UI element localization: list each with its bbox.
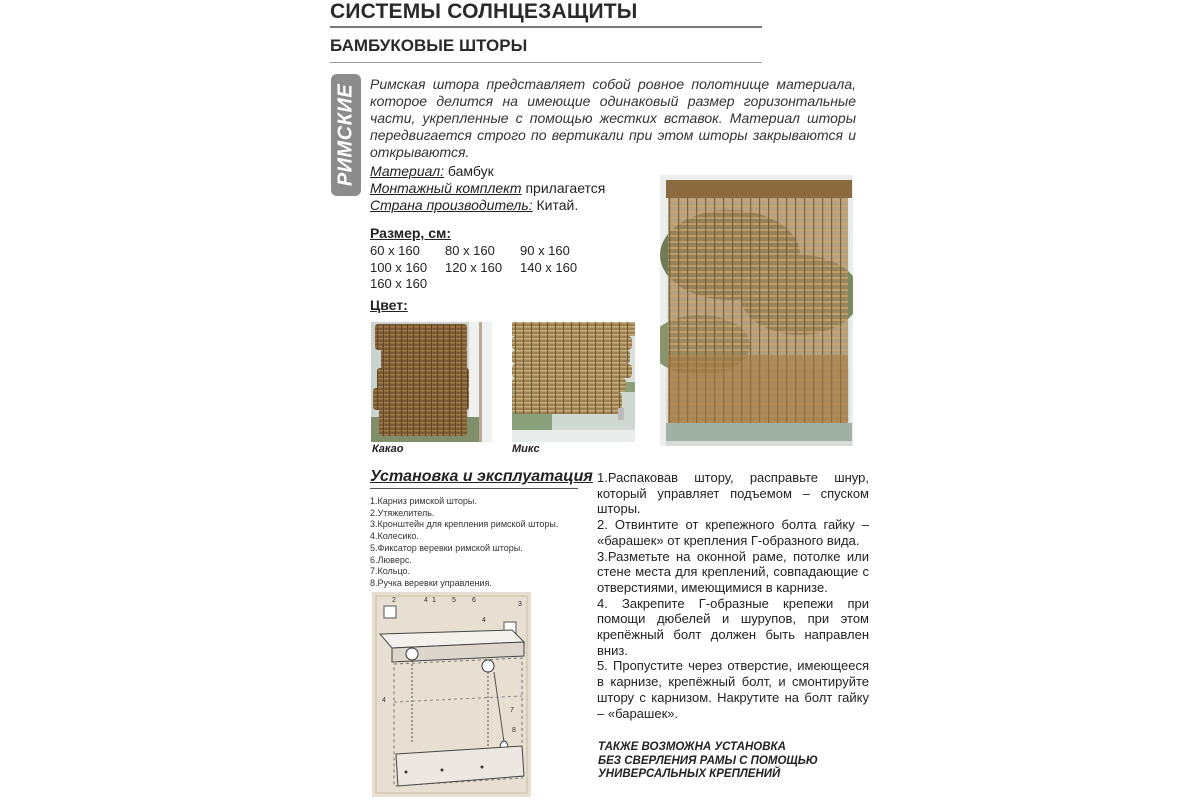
spec-value: бамбук — [444, 163, 494, 179]
size-option: 80 x 160 — [445, 243, 495, 258]
page-title: СИСТЕМЫ СОЛНЦЕЗАЩИТЫ — [330, 0, 638, 23]
diagram-number: 7 — [510, 707, 514, 714]
size-row — [370, 276, 595, 293]
installation-step: 4. Закрепите Г-образные крепежи при помощи дюбелей и шурупов, при этом крепёжный болт должен быть направлен вниз. — [597, 595, 869, 658]
installation-step: 5. Пропустите через отверстие, имеющееся в карнизе, крепёжный болт, и смонтируйте штору с карнизом. Накрутите на болт гайку – «барашек». — [597, 658, 869, 721]
diagram-number: 3 — [518, 601, 522, 608]
color-label-cocoa: Какао — [372, 443, 404, 455]
color-heading: Цвет: — [370, 297, 408, 313]
diagram-number: 4 — [424, 597, 428, 604]
parts-list-item: 1.Карниз римской шторы. — [370, 496, 477, 506]
install-heading-rule — [370, 488, 578, 489]
parts-list-item: 2.Утяжелитель. — [370, 507, 435, 518]
spec-key: Монтажный комплект — [370, 180, 522, 196]
spec-value: прилагается — [521, 180, 606, 196]
install-heading: Установка и эксплуатация — [370, 468, 593, 485]
size-option: 140 x 160 — [520, 259, 578, 275]
installation-step: 1.Распаковав штору, расправьте шнур, который управляет подъемом – спуском шторы. — [597, 470, 869, 517]
size-option: 100 x 160 — [370, 259, 428, 275]
size-option: 90 x 160 — [520, 243, 570, 258]
diagram-number: 4 — [382, 697, 386, 704]
installation-steps — [597, 470, 869, 721]
size-heading: Размер, см: — [370, 225, 451, 241]
spec-country — [370, 197, 578, 214]
spec-value: Китай. — [532, 197, 579, 213]
color-photo-mix — [512, 322, 635, 442]
size-row — [370, 243, 595, 260]
color-label-mix: Микс — [512, 443, 540, 455]
diagram-number: 1 — [432, 597, 436, 604]
spec-material — [370, 163, 494, 180]
size-option: 160 x 160 — [370, 276, 428, 291]
installation-step: 3.Разметьте на оконной раме, потолке или стене места для креплений, совпадающие с отверстиями, имеющимися в карнизе. — [597, 548, 869, 595]
note-line: БЕЗ СВЕРЛЕНИЯ РАМЫ С ПОМОЩЬЮ — [598, 754, 818, 767]
parts-list-item: 6.Люверс. — [370, 554, 412, 565]
parts-list-item: 7.Кольцо. — [370, 566, 411, 577]
note-line: УНИВЕРСАЛЬНЫХ КРЕПЛЕНИЙ — [598, 768, 781, 780]
size-option: 60 x 160 — [370, 243, 420, 258]
product-main-photo — [660, 175, 853, 446]
subtitle-divider — [330, 62, 762, 63]
installation-note — [598, 741, 818, 782]
diagram-number: 6 — [472, 597, 476, 604]
parts-list-item: 4.Колесико. — [370, 531, 419, 542]
parts-list — [370, 496, 558, 590]
spec-key: Страна производитель: — [370, 197, 533, 213]
title-divider — [330, 26, 762, 28]
size-row — [370, 260, 595, 277]
note-line: ТАКЖЕ ВОЗМОЖНА УСТАНОВКА — [598, 741, 786, 753]
parts-list-item: 5.Фиксатор веревки римской шторы. — [370, 542, 523, 553]
spec-mounting-kit — [370, 180, 605, 197]
installation-step: 2. Отвинтите от крепежного болта гайку – «барашек» от крепления Г-образного вида. — [597, 517, 869, 548]
diagram-number: 8 — [512, 727, 516, 734]
diagram-number: 2 — [392, 597, 396, 604]
spec-key: Материал: — [370, 163, 445, 179]
size-list — [370, 243, 595, 293]
category-side-tab-label: РИМСКИЕ — [334, 83, 357, 187]
color-photo-cocoa — [371, 322, 492, 442]
section-subtitle: БАМБУКОВЫЕ ШТОРЫ — [330, 36, 528, 55]
installation-diagram — [372, 592, 531, 797]
product-description: Римская штора представляет собой ровное полотнище материала, которое делится на имеющие одинаковый размер горизонтальные части, укрепленные с помощью жестких вставок. Материал шторы передвигается строго по вертикали при этом шторы закрываются и открываются. — [370, 76, 856, 160]
category-side-tab — [331, 74, 361, 196]
size-option: 120 x 160 — [445, 259, 503, 275]
parts-list-item: 3.Кронштейн для крепления римской шторы. — [370, 519, 559, 530]
diagram-number: 5 — [452, 597, 456, 604]
diagram-number: 4 — [482, 617, 486, 624]
parts-list-item: 8.Ручка веревки управления. — [370, 577, 492, 588]
